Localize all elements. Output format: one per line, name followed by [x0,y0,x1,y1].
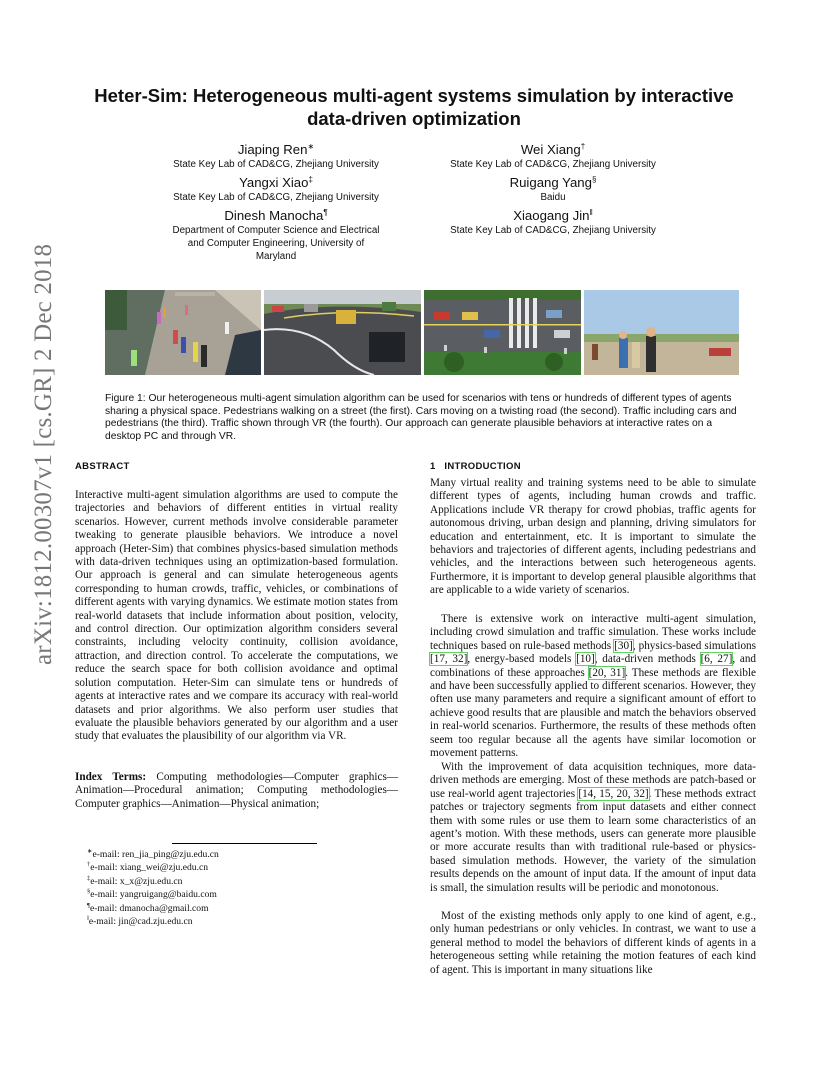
title-line-1: Heter-Sim: Heterogeneous multi-agent systems simulation by interactive [94,85,734,106]
author-name: Xiaogang Jin‖ [513,208,593,223]
paper-title [60,84,768,130]
figure-caption: Figure 1: Our heterogeneous multi-agent simulation algorithm can be used for scenarios with tens or hundreds of different types of agents sharing a physical space. Pedestrians walking on a street (the first). Cars moving on a twisting road (the second). Traffic including cars and pedestrians (the third). Traffic shown through VR (the fourth). Our approach can generate plausible behaviors at interactive rates on a desktop PC and through VR. [105,393,737,442]
author-name: Yangxi Xiao‡ [239,175,313,190]
index-terms: Index Terms: Computing methodologies—Computer graphics—Animation—Procedural animation; Computing methodologies—Computer graphics—Animation—Physical animation; [75,771,399,810]
footnotes [87,848,219,928]
teaser-image-intersection [424,290,581,375]
citation-link[interactable]: [6, 27] [700,653,733,666]
abstract-heading: ABSTRACT [75,461,130,472]
teaser-image-pedestrians [105,290,261,375]
citation-link[interactable]: [17, 32] [430,653,468,666]
footnote-rule [172,843,317,844]
author-name: Dinesh Manocha¶ [224,208,328,223]
author-affiliation: State Key Lab of CAD&CG, Zhejiang University [450,225,656,236]
citation-link[interactable]: [14, 15, 20, 32] [578,787,649,800]
footnote: †e-mail: xiang_wei@zju.edu.cn [87,861,209,874]
intro-paragraph-4: Most of the existing methods only apply to one kind of agent, e.g., only human pedestrians or only vehicles. In contrast, we want to use a general method to model the behaviors of different kinds of agents in a heterogeneous setting while retaining the motion features of each kind of agent. This is important in many situations like [430,910,756,976]
citation-link[interactable]: [10] [576,653,595,666]
introduction-heading: 1 INTRODUCTION [430,461,521,472]
author-column-left [140,141,412,263]
author-name: Ruigang Yang§ [509,175,597,190]
footnote: §e-mail: yangruigang@baidu.com [87,888,217,901]
intro-paragraph-1: Many virtual reality and training systems need to be able to simulate different types of agents, including human crowds and traffic. Applications include VR therapy for crowd phobias, traffic agents for autonomous driving, urban design and planning, driving simulators for education and entertainment, etc. It is important to simulate the behaviors and trajectories of different agents, including pedestrians and vehicles, and the interactions between such heterogeneous agents. Furthermore, it is important to develop general plausible algorithms that are applicable to a wide variety of scenarios. [430,477,756,597]
intro-paragraph-2: There is extensive work on interactive multi-agent simulation, including crowd simulation and traffic simulation. These works include techniques based on rule-based methods [30], physics-based simulations [17, 32], energy-based models [10], data-driven methods [6, 27], and combinations of these approaches [20, 31]. These methods are flexible and have been successfully applied to different scenarios. However, they often use many parameters and require a significant amount of effort to achieve good results that are plausible and match the behaviors observed in real-world scenarios. Furthermore, the results of these methods often seem too regular because all the agents have similar locomotion or movement patterns. [430,613,757,760]
author-affiliation: Baidu [540,192,566,203]
abstract-text: Interactive multi-agent simulation algorithms are used to compute the trajectories and behaviors of different entities in virtual reality scenarios. However, current methods involve considerable parameter tweaking to generate plausible behaviors. We introduce a novel approach (Heter-Sim) that combines physics-based simulation methods with data-driven techniques using an optimization-based formulation. Our approach is general and can simulate heterogeneous agents corresponding to human crowds, traffic, vehicles, or combinations of different agents with varying dynamics. We estimate motion states from real-world datasets that include information about position, velocity, and control direction. Our optimization algorithm considers several constraints, including velocity continuity, collision avoidance, attraction, and direction control. To accelerate the computations, we reduce the search space for both collision avoidance and optimal solution computation. Heter-Sim can simulate tens or hundreds of agents at interactive rates and we compare its accuracy with real-world datasets and prior algorithms. We also perform user studies that evaluate the plausible behaviors generated by our algorithm and a user study that evaluates the plausibility of our algorithm via VR. [75,489,398,743]
footnote: ¶e-mail: dmanocha@gmail.com [87,901,209,914]
index-terms-label: Index Terms: [75,771,147,783]
author-affiliation: State Key Lab of CAD&CG, Zhejiang University [173,192,379,203]
author-affiliation: State Key Lab of CAD&CG, Zhejiang University [173,159,379,170]
author-affiliation: Department of Computer Science and Electrical and Computer Engineering, University of Maryland [172,225,380,262]
arxiv-stamp: arXiv:1812.00307v1 [cs.GR] 2 Dec 2018 [30,243,57,665]
footnote: ∗e-mail: ren_jia_ping@zju.edu.cn [87,848,219,860]
author-name: Jiaping Ren∗ [237,142,315,157]
title-line-2: data-driven optimization [307,108,521,129]
footnote: ‖e-mail: jin@cad.zju.edu.cn [87,915,193,928]
intro-paragraph-3: With the improvement of data acquisition techniques, more data-driven methods are emerging. Most of these methods are patch-based or use real-world agent trajectories [14, 15, 20, 32]. These methods extract patches or trajectory segments from input datasets and either connect them with some rules or use them to learn some characteristics of an agent’s motion. With these methods, users can generate more plausible or more accurate results than with traditional rule-based or physics-based simulation methods. However, the variety of the simulation results depends on the amount of input data. If the amount of input data is small, the simulation results will be periodic and monotonous. [430,761,757,894]
author-affiliation: State Key Lab of CAD&CG, Zhejiang University [450,159,656,170]
citation-link[interactable]: [30] [614,639,633,652]
footnote: ‡e-mail: x_x@zju.edu.cn [87,874,183,887]
author-name: Wei Xiang† [520,142,586,157]
teaser-image-vr [584,290,739,375]
author-column-right [418,141,688,237]
citation-link[interactable]: [20, 31] [588,666,626,679]
teaser-image-road [264,290,421,375]
